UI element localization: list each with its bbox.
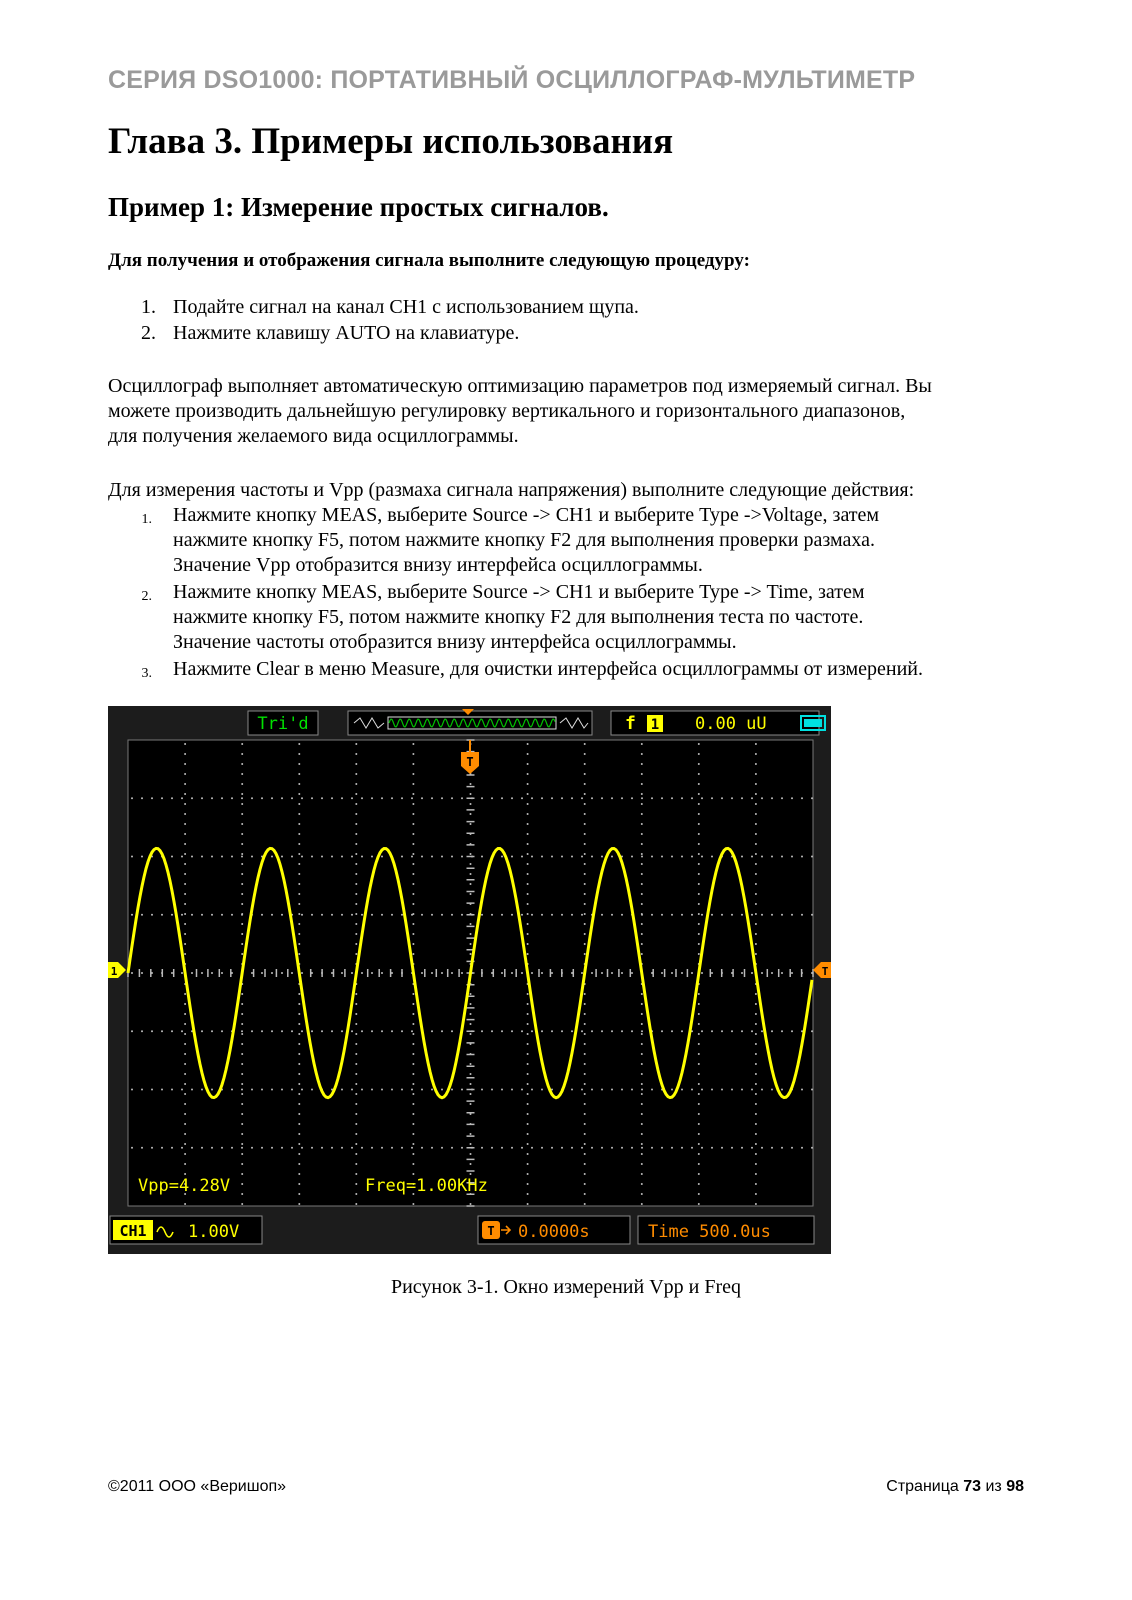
vpp-measurement: Vpp=4.28V <box>138 1176 231 1196</box>
list-text: Подайте сигнал на канал CH1 с использованием щупа. <box>173 296 639 318</box>
channel-1-marker-label: 1 <box>110 965 118 978</box>
procedure-lead: Для получения и отображения сигнала выполните следующую процедуру: <box>108 250 750 271</box>
trigger-status: Tri'd <box>257 714 309 734</box>
list-text: нажмите кнопку F5, потом нажмите кнопку F2 для выполнения проверки размаха. <box>173 529 875 551</box>
paragraph-line: Осциллограф выполняет автоматическую оптимизацию параметров под измеряемый сигнал. Вы <box>108 375 932 397</box>
trigger-source: 1 <box>650 717 660 733</box>
list-number: 3. <box>141 666 152 681</box>
example-title: Пример 1: Измерение простых сигналов. <box>108 192 609 222</box>
page-current: 73 <box>963 1478 982 1495</box>
paragraph <box>108 478 1038 503</box>
oscilloscope-screenshot <box>108 706 831 1254</box>
page-separator: из <box>981 1478 1007 1495</box>
freq-measurement: Freq=1.00KHz <box>365 1176 488 1196</box>
list-text: Нажмите клавишу AUTO на клавиатуре. <box>173 322 520 344</box>
trigger-level: 0.00 uU <box>695 714 767 734</box>
time-scale: Time 500.0us <box>648 1222 771 1242</box>
trigger-offset-icon: T <box>487 1224 495 1238</box>
list-number: 1. <box>141 296 156 318</box>
chapter-title: Глава 3. Примеры использования <box>108 121 674 162</box>
list-number: 2. <box>141 322 156 344</box>
scope-screen <box>108 706 831 1254</box>
list-text: Значение Vpp отобразится внизу интерфейса осциллограммы. <box>173 554 703 576</box>
page-total: 98 <box>1006 1478 1024 1495</box>
list-text: Значение частоты отобразится внизу интерфейса осциллограммы. <box>173 631 737 653</box>
list-number: 1. <box>141 512 152 527</box>
list-text: нажмите кнопку F5, потом нажмите кнопку F2 для выполнения теста по частоте. <box>173 606 864 628</box>
edge-trigger-icon: f <box>625 713 636 734</box>
paragraph-line: Для измерения частоты и Vpp (размаха сигнала напряжения) выполните следующие действия: <box>108 479 915 501</box>
list-number: 2. <box>141 589 152 604</box>
series-header: СЕРИЯ DSO1000: ПОРТАТИВНЫЙ ОСЦИЛЛОГРАФ-МУЛЬТИМЕТР <box>108 66 916 94</box>
page-prefix: Страница <box>886 1478 964 1495</box>
paragraph-line: для получения желаемого вида осциллограммы. <box>108 425 519 447</box>
paragraph <box>108 374 1038 449</box>
footer-copyright: ©2011 ООО «Веришоп» <box>108 1478 287 1495</box>
list-text: Нажмите Clear в меню Measure, для очистки интерфейса осциллограммы от измерений. <box>173 658 923 680</box>
trigger-time-marker-label: T <box>466 755 474 769</box>
trigger-offset: 0.0000s <box>518 1222 590 1242</box>
paragraph-line: можете производить дальнейшую регулировку вертикального и горизонтального диапазонов, <box>108 400 906 422</box>
footer-page-number <box>886 1478 1024 1496</box>
list-text: Нажмите кнопку MEAS, выберите Source -> CH1 и выберите Type -> Time, затем <box>173 581 865 603</box>
channel-scale: 1.00V <box>188 1222 240 1242</box>
channel-label: CH1 <box>119 1222 147 1240</box>
list-text: Нажмите кнопку MEAS, выберите Source -> CH1 и выберите Type ->Voltage, затем <box>173 504 880 526</box>
figure-caption: Рисунок 3-1. Окно измерений Vpp и Freq <box>390 1276 742 1298</box>
trigger-level-marker-label: T <box>821 965 829 978</box>
